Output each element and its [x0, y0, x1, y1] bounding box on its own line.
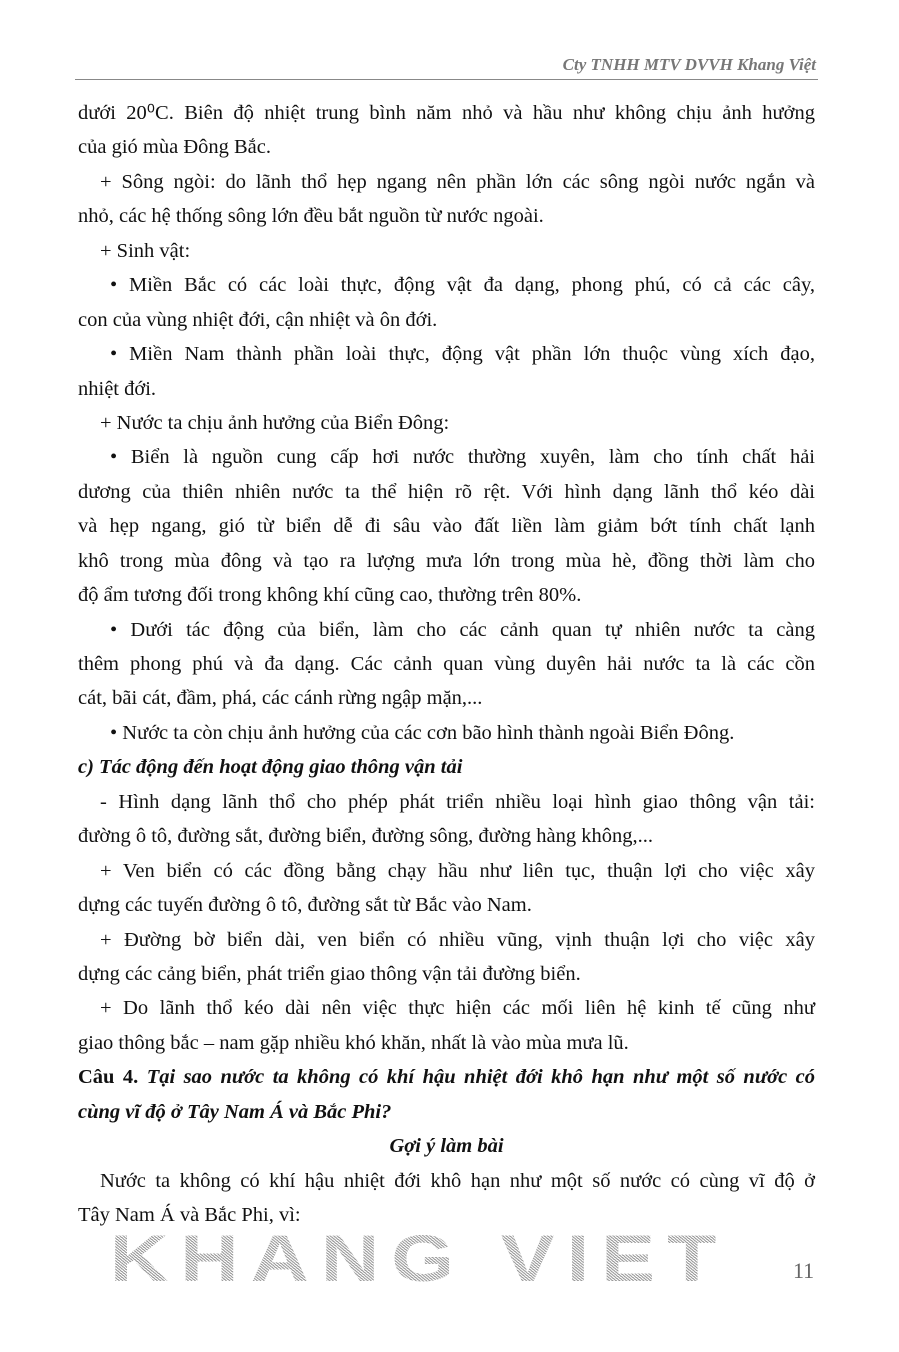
line-text: nhỏ, các hệ thống sông lớn đều bắt nguồn từ nước ngoài.: [78, 205, 544, 228]
line-text: + Sinh vật:: [100, 239, 191, 262]
text-line: [78, 372, 815, 406]
line-text: độ ẩm tương đối trong không khí cũng cao, thường trên 80%.: [78, 584, 582, 607]
line-text: + Đường bờ biển dài, ven biển có nhiều vũng, vịnh thuận lợi cho việc xây: [100, 928, 815, 951]
line-text: cùng vĩ độ ở Tây Nam Á và Bắc Phi?: [78, 1100, 392, 1123]
text-line: [78, 819, 815, 853]
line-text: Câu 4.: [78, 1066, 147, 1089]
page-number: 11: [793, 1258, 815, 1283]
text-line: [78, 475, 815, 509]
text-line: [78, 440, 815, 474]
line-text: • Miền Nam thành phần loài thực, động vật phần lớn thuộc vùng xích đạo,: [110, 343, 815, 366]
line-text: - Hình dạng lãnh thổ cho phép phát triển nhiều loại hình giao thông vận tải:: [100, 790, 815, 813]
header-divider: [75, 79, 818, 80]
line-text: Gợi ý làm bài: [389, 1135, 504, 1158]
line-text: dựng các cảng biển, phát triển giao thông vận tải đường biển.: [78, 962, 581, 985]
line-text: cát, bãi cát, đầm, phá, các cánh rừng ngập mặn,...: [78, 687, 483, 710]
line-text: + Do lãnh thổ kéo dài nên việc thực hiện các mối liên hệ kinh tế cũng như: [100, 997, 815, 1020]
text-line: [78, 578, 815, 612]
text-line: [78, 165, 815, 199]
text-line: [78, 991, 815, 1025]
text-line: [78, 234, 815, 268]
line-text: con của vùng nhiệt đới, cận nhiệt và ôn đới.: [78, 308, 438, 331]
line-text: thêm phong phú và đa dạng. Các cảnh quan vùng duyên hải nước ta là các cồn: [78, 653, 815, 675]
question-text: Tại sao nước ta không có khí hậu nhiệt đới khô hạn như một số nước có: [146, 1066, 815, 1089]
line-text: dương của thiên nhiên nước ta thể hiện rõ rệt. Với hình dạng lãnh thổ kéo dài: [78, 480, 815, 503]
text-line: [78, 303, 815, 337]
text-line: [78, 785, 815, 819]
line-text: + Ven biển có các đồng bằng chạy hầu như liên tục, thuận lợi cho việc xây: [100, 859, 815, 882]
text-line: [78, 1164, 815, 1198]
line-text: dưới 20⁰C. Biên độ nhiệt trung bình năm nhỏ và hầu như không chịu ảnh hưởng: [78, 102, 815, 124]
line-text: • Dưới tác động của biển, làm cho các cảnh quan tự nhiên nước ta càng: [110, 618, 815, 641]
watermark-logo: KHANG VIET: [110, 1221, 729, 1295]
line-text: nhiệt đới.: [78, 377, 157, 400]
text-line: [78, 1095, 815, 1129]
text-line: [78, 1129, 815, 1163]
text-line: [78, 888, 815, 922]
text-line: [78, 716, 815, 750]
line-text: giao thông bắc – nam gặp nhiều khó khăn, nhất là vào mùa mưa lũ.: [78, 1031, 629, 1054]
text-line: [78, 130, 815, 164]
text-line: [78, 750, 815, 784]
line-text: • Nước ta còn chịu ảnh hưởng của các cơn bão hình thành ngoài Biển Đông.: [110, 721, 735, 744]
text-line: [78, 1060, 815, 1094]
line-text: • Biển là nguồn cung cấp hơi nước thường xuyên, làm cho tính chất hải: [110, 446, 815, 469]
running-header: Cty TNHH MTV DVVH Khang Việt: [562, 55, 816, 74]
text-line: [78, 199, 815, 233]
line-text: dựng các tuyến đường ô tô, đường sắt từ Bắc vào Nam.: [78, 894, 532, 917]
line-text: và hẹp ngang, gió từ biển dễ đi sâu vào đất liền làm giảm bớt tính chất lạnh: [78, 515, 815, 538]
text-line: [78, 923, 815, 957]
text-line: [78, 337, 815, 371]
line-text: Tây Nam Á và Bắc Phi, vì:: [78, 1204, 301, 1226]
text-line: [78, 957, 815, 991]
text-line: [78, 681, 815, 715]
line-text: của gió mùa Đông Bắc.: [78, 136, 271, 159]
text-line: [78, 268, 815, 302]
line-text: + Sông ngòi: do lãnh thổ hẹp ngang nên phần lớn các sông ngòi nước ngắn và: [100, 170, 815, 193]
text-line: [78, 613, 815, 647]
line-text: đường ô tô, đường sắt, đường biển, đường sông, đường hàng không,...: [78, 825, 653, 848]
line-text: Nước ta không có khí hậu nhiệt đới khô hạn như một số nước có cùng vĩ độ ở: [100, 1169, 815, 1192]
text-line: [78, 509, 815, 543]
body-text: [78, 96, 815, 1232]
text-line: [78, 544, 815, 578]
text-line: [78, 647, 815, 681]
text-line: [78, 854, 815, 888]
line-text: + Nước ta chịu ảnh hưởng của Biển Đông:: [100, 411, 450, 434]
text-line: [78, 1026, 815, 1060]
text-line: [78, 96, 815, 130]
text-line: [78, 406, 815, 440]
line-text: c) Tác động đến hoạt động giao thông vận tải: [78, 756, 463, 779]
line-text: • Miền Bắc có các loài thực, động vật đa dạng, phong phú, có cả các cây,: [110, 274, 815, 297]
line-text: khô trong mùa đông và tạo ra lượng mưa lớn trong mùa hè, đồng thời làm cho: [78, 549, 815, 572]
